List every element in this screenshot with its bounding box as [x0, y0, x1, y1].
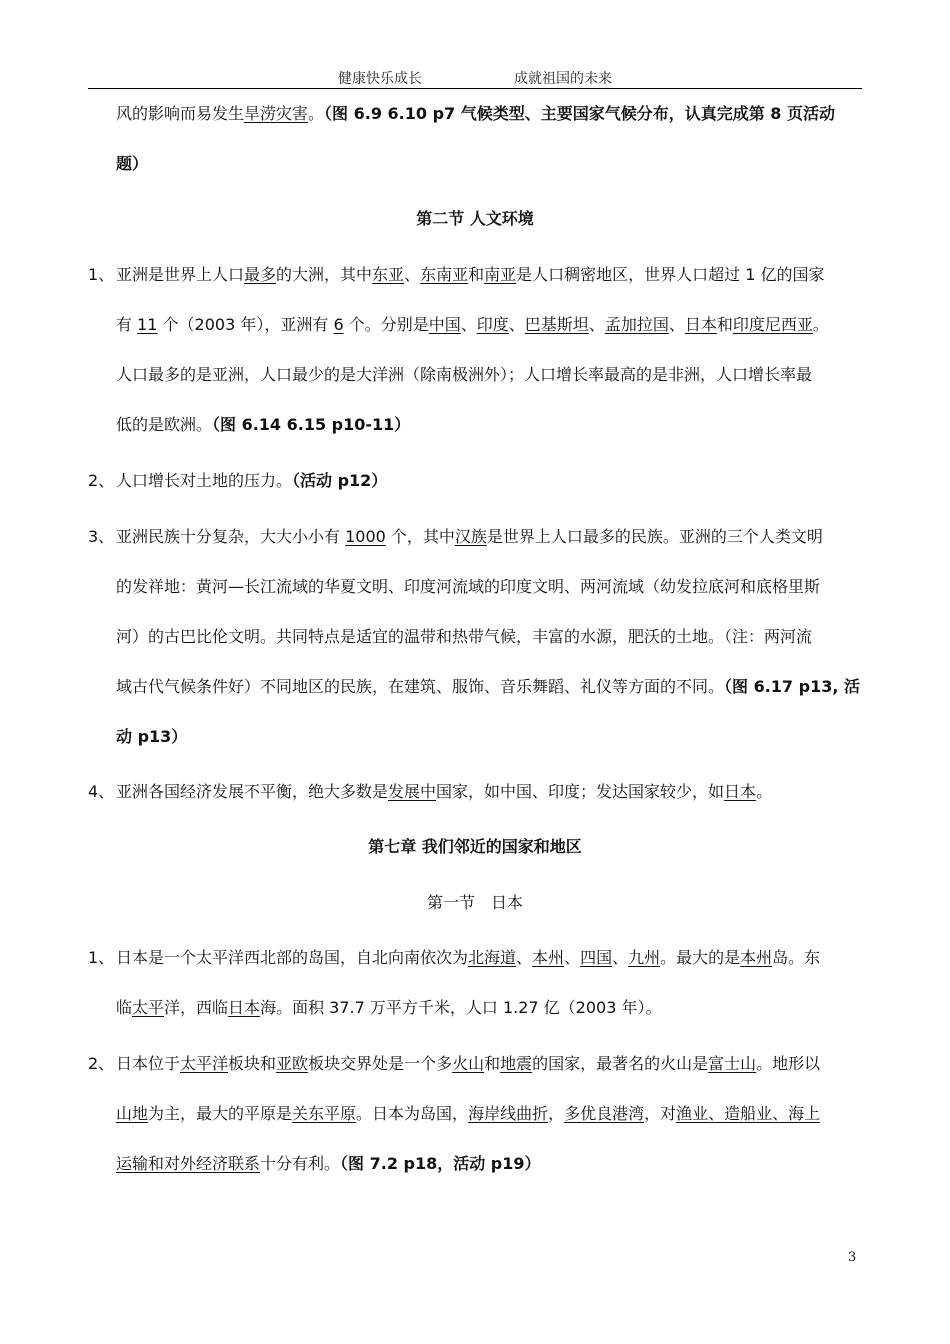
list-item-1-line-4: 低的是欧洲。（图 6.14 6.15 p10-11）: [116, 415, 411, 434]
list-item-4: 4、 亚洲各国经济发展不平衡，绝大多数是发展中国家，如中国、印度；发达国家较少，如日本。: [88, 782, 773, 801]
japan-item-2-line-1: 2、 日本位于太平洋板块和亚欧板块交界处是一个多火山和地震的国家，最著名的火山是富士山。地形以: [88, 1054, 821, 1073]
chapter-title-neighbors: 第七章 我们邻近的国家和地区: [368, 837, 582, 856]
continued-paragraph-line-1: 风的影响而易发生旱涝灾害。（图 6.9 6.10 p7 气候类型、主要国家气候分布，认真完成第 8 页活动: [116, 104, 836, 123]
japan-item-1-line-2: 临太平洋，西临日本海。面积 37.7 万平方千米，人口 1.27 亿（2003 年）。: [116, 998, 662, 1017]
list-item-3-line-2: 的发祥地：黄河—长江流域的华夏文明、印度河流域的印度文明、两河流域（幼发拉底河和底格里斯: [116, 577, 821, 596]
list-item-2: 2、 人口增长对土地的压力。（活动 p12）: [88, 471, 388, 490]
page-header: [88, 66, 862, 89]
japan-item-1-line-1: 1、 日本是一个太平洋西北部的岛国，自北向南依次为北海道、本州、四国、九州。最大的是本州岛。东: [88, 948, 821, 967]
header-motto-right: 成就祖国的未来: [514, 71, 612, 87]
japan-item-2-line-2: 山地为主，最大的平原是关东平原。日本为岛国，海岸线曲折，多优良港湾，对渔业、造船业、海上: [116, 1104, 821, 1123]
header-motto-left: 健康快乐成长: [338, 71, 422, 87]
section-title-japan: 第一节 日本: [426, 893, 523, 912]
list-item-1-line-2: 有 11 个（2003 年），亚洲有 6 个。分别是中国、印度、巴基斯坦、孟加拉国、日本和印度尼西亚。: [116, 315, 829, 334]
section-title-human-environment: 第二节 人文环境: [416, 209, 534, 228]
list-item-3-line-1: 3、 亚洲民族十分复杂，大大小小有 1000 个，其中汉族是世界上人口最多的民族。亚洲的三个人类文明: [88, 527, 823, 546]
list-item-3-line-4: 域古代气候条件好）不同地区的民族，在建筑、服饰、音乐舞蹈、礼仪等方面的不同。（图 6.17 p13, 活: [116, 677, 861, 696]
list-item-3-line-3: 河）的古巴比伦文明。共同特点是适宜的温带和热带气候，丰富的水源，肥沃的土地。（注：两河流: [116, 627, 813, 646]
list-item-3-line-5: 动 p13）: [116, 727, 188, 746]
list-item-1-line-3: 人口最多的是亚洲，人口最少的是大洋洲（除南极洲外）；人口增长率最高的是非洲，人口增长率最: [116, 365, 813, 384]
list-item-1-line-1: 1、 亚洲是世界上人口最多的大洲，其中东亚、东南亚和南亚是人口稠密地区，世界人口超过 1 亿的国家: [88, 265, 825, 284]
japan-item-2-line-3: 运输和对外经济联系十分有利。（图 7.2 p18，活动 p19）: [116, 1154, 541, 1173]
page-number: 3: [848, 1250, 857, 1265]
continued-paragraph-line-2: 题）: [116, 154, 149, 173]
